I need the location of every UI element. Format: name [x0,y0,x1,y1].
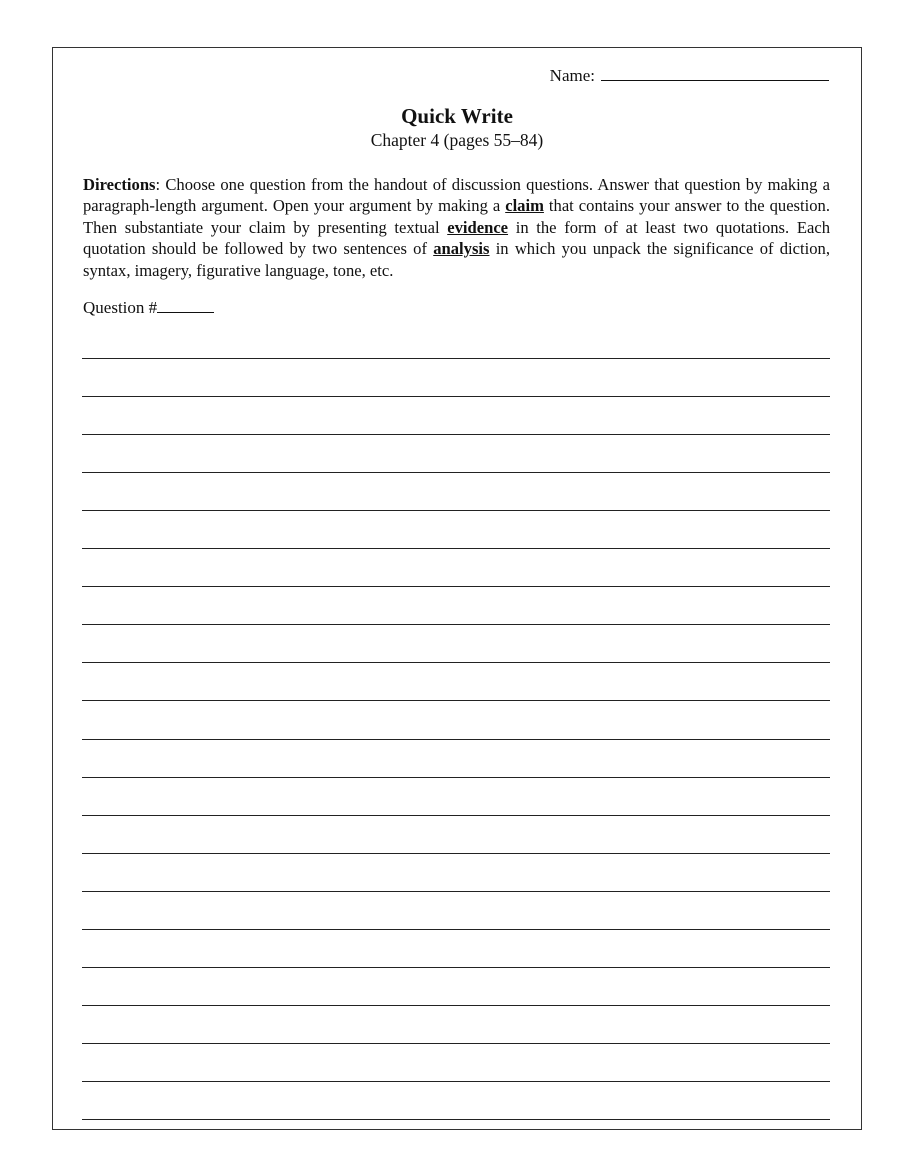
keyword-claim: claim [505,196,544,216]
writing-line[interactable] [82,1081,830,1082]
writing-line[interactable] [82,700,830,701]
keyword-evidence: evidence [447,217,509,237]
writing-line[interactable] [82,739,830,740]
directions-text-2: that contains your answer to the question. Then substantiate your claim by presenting textual [83,196,830,237]
writing-line[interactable] [82,510,830,511]
writing-line[interactable] [82,548,830,549]
writing-line[interactable] [82,815,830,816]
directions-text-4: in which you unpack the significance of diction, syntax, imagery, figurative language, tone, etc. [83,239,830,280]
name-label: Name: [549,66,595,85]
writing-line[interactable] [82,434,830,435]
writing-line[interactable] [82,1005,830,1006]
question-label: Question # [83,298,158,317]
writing-lines[interactable] [82,48,830,1129]
writing-line[interactable] [82,586,830,587]
writing-line[interactable] [82,853,830,854]
writing-line[interactable] [82,1043,830,1044]
directions-text-3: in the form of at least two quotations. Each quotation should be followed by two sentences of [83,217,830,259]
writing-line[interactable] [82,662,830,663]
writing-line[interactable] [82,929,830,930]
directions-text-1: : Choose one question from the handout of discussion questions. Answer that question by making a paragraph-length argument. Open your argument by making a [83,175,830,216]
writing-line[interactable] [82,472,830,473]
writing-line[interactable] [82,967,830,968]
writing-line[interactable] [82,777,830,778]
writing-line[interactable] [82,1119,830,1120]
writing-line[interactable] [82,891,830,892]
worksheet-page [52,47,862,1130]
keyword-analysis: analysis [433,239,490,259]
writing-line[interactable] [82,396,830,397]
directions-lead: Directions [83,175,156,194]
page-title: Quick Write [401,104,513,128]
page-subtitle: Chapter 4 (pages 55–84) [370,130,544,150]
writing-line[interactable] [82,358,830,359]
writing-line[interactable] [82,624,830,625]
